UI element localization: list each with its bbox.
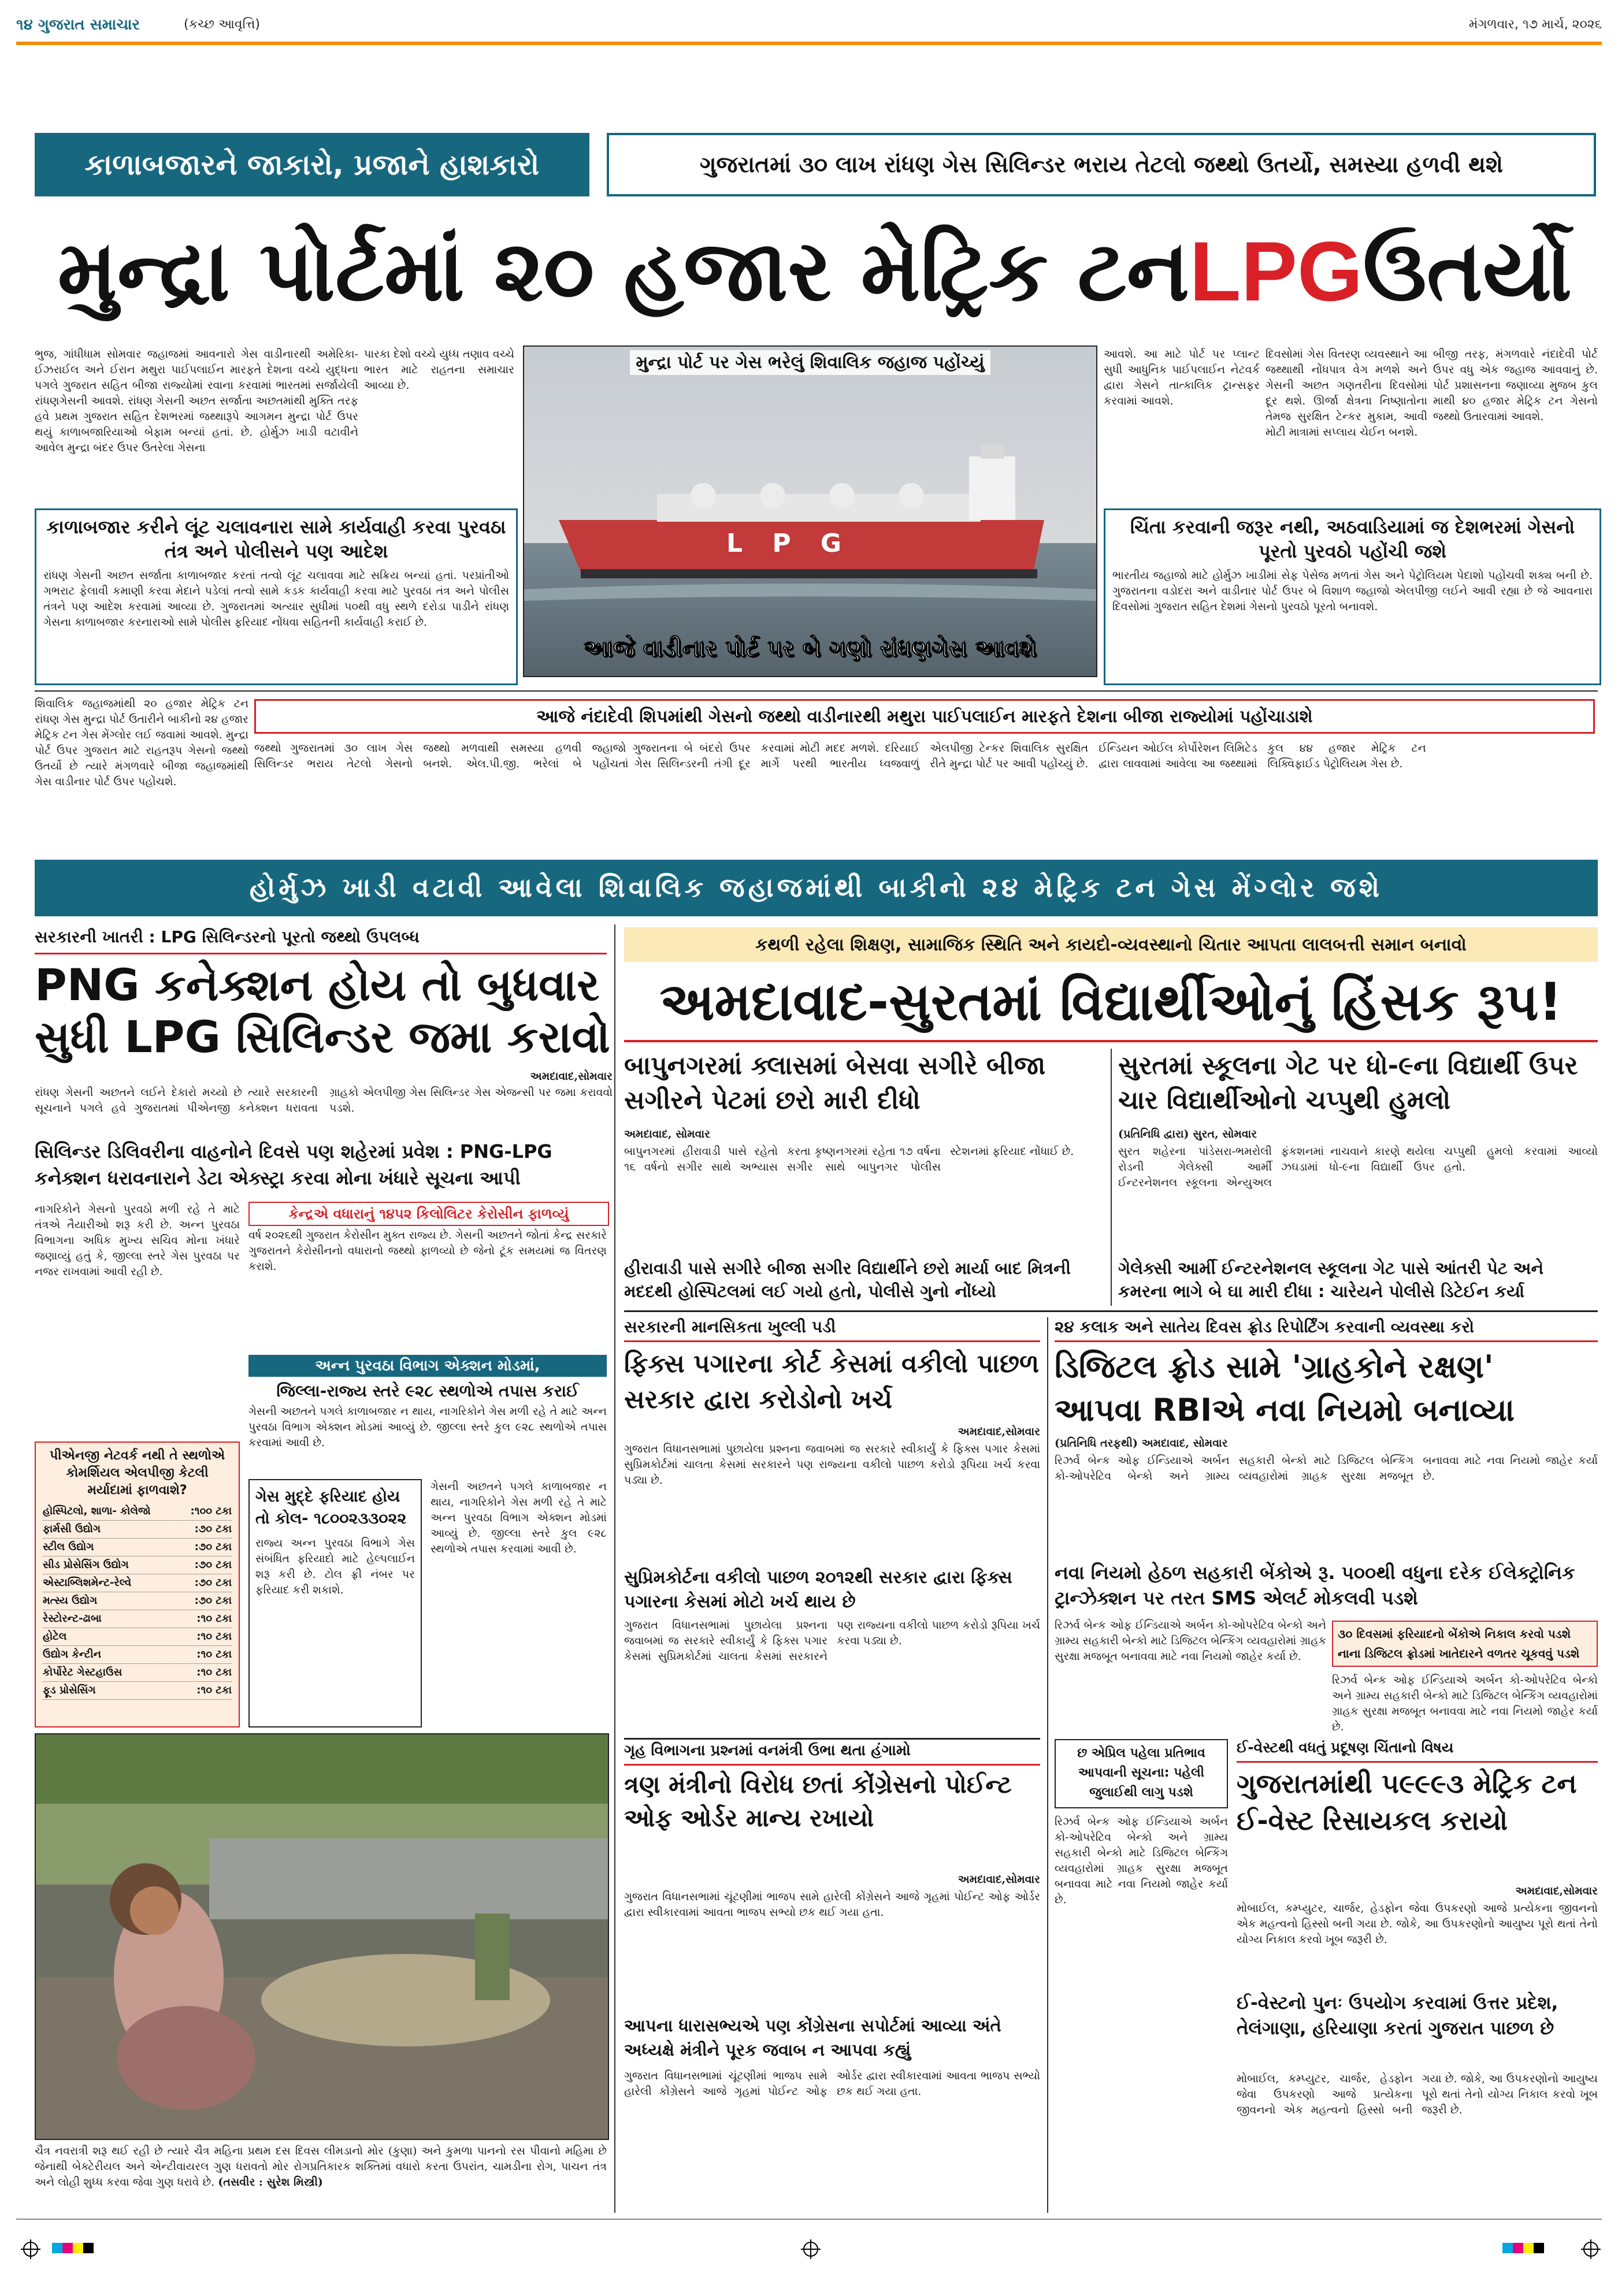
table-row <box>43 1592 232 1610</box>
table-row-value: :૭૦ ટકા <box>194 1523 232 1535</box>
rule-vertical-student <box>1111 1049 1112 1306</box>
main-headline: મુન્દ્રા પોર્ટમાં ૨૦ હજાર મેટ્રિક ટન LPG ઉતર્યો <box>57 221 1572 320</box>
rule-congress <box>624 1738 1040 1740</box>
bapunagar-headline: બાપુનગરમાં ક્લાસમાં બેસવા સગીરે બીજા સગીરને પેટમાં છરો મારી દીધો <box>624 1051 1046 1115</box>
ewaste-byline: અમદાવાદ,સોમવાર <box>1515 1885 1598 1897</box>
table-row-value: :૭૦ ટકા <box>194 1559 232 1571</box>
child-photo-caption: ચૈત્ર નવરાત્રી શરૂ થઈ રહી છે ત્યારે ચૈત્ર મહિના પ્રથમ દસ દિવસ લીમડાનો મોર (કુણા) અને કુમળા પાનનો રસ પીવાનો મહિમા છે જેનાથી બેક્ટેરીયલ અને એન્ટીવાયરલ ગુણ ધરાવતો મોર રોગપ્રતિકારક શક્તિમાં વધારો કરતા ઉપરાંત, ચામડીના રોગ, પાચન તંત્ર અને લોહી શુધ્ધ કરવા જેવા ગુણ ધરાવે છે. (તસવીર : સુરેશ મિસ્ત્રી) <box>35 2145 607 2189</box>
helpline-title: ગેસ મુદ્દે ફરિયાદ હોય તો કોલ- ૧૮૦૦૨૩૩૦૨૨ <box>255 1488 407 1528</box>
top-banner-left: કાળાબજારને જાકારો, પ્રજાને હાશકારો <box>35 133 589 196</box>
congress-side-note: છ એપ્રિલ પહેલા પ્રતિભાવ આપવાની સૂચના: પહેલી જુલાઈથી લાગુ પડશે <box>1055 1739 1228 1808</box>
congress-kicker: ગૃહ વિભાગના પ્રશ્નમાં વનમંત્રી ઉભા થતા હંગામો <box>624 1742 1040 1766</box>
page-header <box>16 13 1602 39</box>
hormuz-banner: હોર્મુઝ ખાડી વટાવી આવેલા શિવાલિક જહાજમાંથી બાકીનો ૨૪ મેટ્રિક ટન ગેસ મેંગ્લોર જશે <box>35 860 1598 916</box>
black-market-headline: કાળાબજાર કરીને લૂંટ ચલાવનારા સામે કાર્યવાહી કરવા પુરવઠા તંત્ર અને પોલીસને પણ આદેશ <box>46 516 506 562</box>
fixpay-headline: ફિક્સ પગારના કોર્ટ કેસમાં વકીલો પાછળ સરકાર દ્વારા કરોડોનો ખર્ચ <box>624 1349 1040 1414</box>
table-row-label: સીડ પ્રોસેસિંગ ઉદ્યોગ <box>43 1559 129 1571</box>
black-market-text: રાંધણ ગેસની અછત સર્જાતા કાળાબજાર કરતાં તત્વો લૂંટ ચલાવવા માટે સક્રિય બન્યાં હતાં. પરપ્રાંતીઓ ગભરાટ ફેલાવી કમાણી કરવા મેદાને પડેલાં તત્વો સામે કડક કાર્યવાહી કરવા માટે પુરવઠા તંત્ર અને પોલીસ તંત્રને પણ આદેશ કરવામાં આવ્યા છે. ગુજરાતમાં અત્યાર સુધીમાં ૫૦થી વધુ સ્થળે દરોડા પાડીને રાંધણ ગેસના કાળાબજાર કરનારાઓ સામે પોલીસ ફરિયાદ નોંધવા સહિતની કાર્યવાહી કરાઈ છે. <box>43 569 509 629</box>
png-text2: વર્ષ ૨૦૨૬થી ગુજરાત કેરોસીન મુક્ત રાજ્ય છે. ગેસની અછતને જોતાં કેન્દ્ર સરકારે ગુજરાતને કેરોસીનનો વધારાનો જથ્થો ફાળવ્યો છે જેનો ટૂંક સમયમાં જ વિતરણ કરાશે. <box>248 1229 607 1273</box>
raid-text: ગેસની અછતને પગલે કાળાબજાર ન થાય, નાગરિકોને ગેસ મળી રહે તે માટે અન્ન પુરવઠા વિભાગ એક્શન મોડમાં આવ્યું છે. જીલ્લા સ્તરે કુલ ૯૨૮ સ્થળોએ તપાસ કરવામાં આવી છે. <box>248 1405 607 1449</box>
lead-col-r3: બીજી તરફ, મંગળવારે નંદાદેવી પોર્ટ ઉપર વધુ એક જહાજ આવવાનું છે. પોર્ટ પ્રશાસનના જણાવ્યા મુજબ કુલ માથી ૪૦ હજાર મેટ્રિક ટન ગેસનો જથ્થો ઉતારવામાં આવશે. <box>1433 348 1598 423</box>
ewaste-subhead: ઈ-વેસ્ટનો પુનઃ ઉપયોગ કરવામાં ઉત્તર પ્રદેશ, તેલંગાણા, હરિયાણા કરતાં ગુજરાત પાછળ છે <box>1237 1993 1558 2039</box>
ewaste-headline: ગુજરાતમાંથી ૫૯૯૯૩ મેટ્રિક ટન ઈ-વેસ્ટ રિસાયકલ કરાયો <box>1237 1768 1577 1836</box>
raid-headline: જિલ્લા-રાજ્ય સ્તરે ૯૨૮ સ્થળોએ તપાસ કરાઈ <box>276 1381 579 1400</box>
rbi-subhead: નવા નિયમો હેઠળ સહકારી બેંકોએ રૂ. ૫૦૦થી વધુના દરેક ઈલેક્ટ્રોનિક ટ્રાન્ઝેક્શન પર તરત SMS એલર્ટ મોકલવી પડશે <box>1055 1562 1575 1609</box>
child-photo <box>35 1733 609 2140</box>
png-byline: અમદાવાદ,સોમવાર <box>530 1070 613 1083</box>
table-row-value: :૭૦ ટકા <box>194 1595 232 1607</box>
kerosene-label: કેન્દ્રએ વધારાનું ૧૪૫૨ કિલોલિટર કેરોસીન ફાળવ્યું <box>248 1202 609 1226</box>
congress-byline: અમદાવાદ,સોમવાર <box>958 1873 1040 1886</box>
ewaste-text: મોબાઈલ, કમ્પ્યુટર, ચાર્જર, હેડફોન જેવા ઉપકરણો આજે પ્રત્યેકના જીવનનો એક મહત્વનો હિસ્સો બની ગયા છે. જોકે, આ ઉપકરણોનો આયુષ્ય પૂરો થતાં તેનો યોગ્ય નિકાલ કરવો ખૂબ જરૂરી છે. <box>1237 1902 1598 1946</box>
table-row <box>43 1574 232 1592</box>
table-row-label: હોટેલ <box>43 1630 67 1643</box>
fixpay-byline: અમદાવાદ,સોમવાર <box>958 1425 1040 1438</box>
table-row <box>43 1521 232 1539</box>
top-banner-right: ગુજરાતમાં ૩૦ લાખ રાંધણ ગેસ સિલિન્ડર ભરાય તેટલો જથ્થો ઉતર્યો, સમસ્યા હળવી થશે <box>607 133 1596 196</box>
congress-subhead: આપના ધારાસભ્યએ પણ કોંગ્રેસના સપોર્ટમાં આવ્યા અંતે અધ્યક્ષે મંત્રીને પૂરક જવાબ ન આપવા કહ્યું <box>624 2016 1001 2060</box>
footer-rule <box>16 2219 1602 2220</box>
table-row <box>43 1628 232 1646</box>
rbi-byline: (પ્રતિનિધિ તરફથી) અમદાવાદ, સોમવાર <box>1055 1437 1228 1450</box>
congress-text: ગુજરાત વિધાનસભામાં ચૂંટણીમાં ભાજપ સામે હારેલી કોંગ્રેસને આજે ગૃહમાં પોઈન્ટ ઓફ ઓર્ડર દ્વારા સ્વીકારવામાં આવતા ભાજપ સભ્યો છક થઈ ગયા હતા. <box>624 1890 1040 1919</box>
student-headline: અમદાવાદ-સુરતમાં વિદ્યાર્થીઓનું હિંસક રૂપ! <box>659 972 1563 1032</box>
table-row <box>43 1682 232 1700</box>
ewaste-text-2: મોબાઈલ, કમ્પ્યુટર, ચાર્જર, હેડફોન જેવા ઉપકરણો આજે પ્રત્યેકના જીવનનો એક મહત્વનો હિસ્સો બની ગયા છે. જોકે, આ ઉપકરણોનો આયુષ્ય પૂરો થતાં તેનો યોગ્ય નિકાલ કરવો ખૂબ જરૂરી છે. <box>1237 2072 1598 2116</box>
ship-caption-bottom: આજે વાડીનાર પોર્ટ પર બે ગણો રાંધણગેસ આવશે <box>583 636 1037 662</box>
table-row-label: ફૂડ પ્રોસેસિંગ <box>43 1684 96 1696</box>
table-row-label: મત્સ્ય ઉદ્યોગ <box>43 1595 98 1607</box>
rbi-headline-1: ડિજિટલ ફ્રોડ સામે 'ગ્રાહકોને રક્ષણ' <box>1055 1348 1494 1385</box>
no-worry-text: ભારતીય જહાજો માટે હોર્મુઝ ખાડીમાં સેફ પેસેજ મળતાં ગેસ અને પેટ્રોલિયમ પેદાશો પહોંચવી શક્ય બની છે. ગુજરાતના વડોદરા અને વાડીનાર પોર્ટ ઉપર બે વિશાળ જહાજો એલપીજી લઈને આવી રહ્યા છે જે આવનારા દિવસોમાં ગુજરાત સહિત દેશમાં ગેસનો પુરવઠો પૂરતો બનાવશે. <box>1112 569 1593 613</box>
png-table <box>35 1441 240 1727</box>
edition-label: (કચ્છ આવૃત્તિ) <box>184 17 260 32</box>
table-row-label: સ્ટીલ ઉદ્યોગ <box>43 1541 94 1553</box>
color-bar-right <box>1502 2243 1544 2253</box>
png-kicker: સરકારની ખાતરી : LPG સિલિન્ડરનો પૂરતો જથ્થો ઉપલબ્ધ <box>35 927 607 954</box>
child-image <box>36 1734 608 2139</box>
ship-caption-top: મુન્દ્રા પોર્ટ પર ગેસ ભરેલું શિવાલિક જહાજ પહોંચ્યું <box>524 352 1096 373</box>
png-text: રાંધણ ગેસની અછતને લઈને દેકારો મચ્યો છે ત્યારે સરકારની સૂચનાને પગલે હવે ગુજરાતમાં પીએનજી કનેક્શન ધરાવતા ગ્રાહકો એલપીજી ગેસ સિલિન્ડર ગેસ એજન્સી પર જમા કરાવવો પડશે. <box>35 1086 613 1114</box>
bapunagar-text: બાપુનગરમાં હીરાવાડી પાસે રહેતો ૧૬ વર્ષનો સગીર સાથે અભ્યાસ કરતા કૃષ્ણનગરમાં રહેતા ૧૭ વર્ષના સગીર સાથે બાપુનગર પોલીસ સ્ટેશનમાં ફરિયાદ નોંધાઈ છે. <box>624 1145 1074 1173</box>
png-table-rows <box>43 1503 232 1700</box>
table-row <box>43 1664 232 1682</box>
student-kicker: કથળી રહેલા શિક્ષણ, સામાજિક સ્થિતિ અને કાયદો-વ્યવસ્થાનો ચિતાર આપતા લાલબત્તી સમાન બનાવો <box>624 927 1598 962</box>
table-row-value: :૧૦ ટકા <box>196 1666 232 1678</box>
second-story-left: શિવાલિક જહાજમાંથી ૨૦ હજાર મેટ્રિક ટન રાંધણ ગેસ મુન્દ્રા પોર્ટ ઉતારીને બાકીનો ૨૪ હજાર મેટ્રિક ટન ગેસ મેંગ્લોર લઈ જવામાં આવશે. મુન્દ્રા પોર્ટ ઉપર ગુજરાત માટે રાહતરૂપ ગેસનો જથ્થો ઉતર્યો છે ત્યારે મંગળવારે બીજા જહાજમાંથી ગેસ વાડીનાર પોર્ટ ઉપર પહોંચશે. <box>35 697 248 788</box>
table-row <box>43 1646 232 1664</box>
black-market-box <box>35 508 518 685</box>
surat-subhead: ગેલેક્સી આર્મી ઈન્ટરનેશનલ સ્કૂલના ગેટ પાસે આંતરી પેટ અને કમરના ભાગે બે ઘા મારી દીધા : ચારેયને પોલીસે ડિટેઈન કર્યા <box>1118 1258 1544 1301</box>
registration-mark-right <box>1583 2242 1598 2257</box>
registration-mark-center <box>803 2242 818 2257</box>
table-row-value: :૧૦ ટકા <box>196 1648 232 1660</box>
page-label: ૧૪ ગુજરાત સમાચાર <box>16 16 140 34</box>
raid-kicker: અન્ન પુરવઠા વિભાગ એક્શન મોડમાં, <box>248 1355 607 1377</box>
surat-headline: સુરતમાં સ્કૂલના ગેટ પર ધો-૯ના વિદ્યાર્થી ઉપર ચાર વિદ્યાર્થીઓનો ચપ્પુથી હુમલો <box>1118 1051 1578 1115</box>
no-worry-headline: ચિંતા કરવાની જરૂર નથી, અઠવાડિયામાં જ દેશભરમાં ગેસનો પૂરતો પુરવઠો પહોંચી જશે <box>1130 516 1575 562</box>
table-row-value: :૭૦ ટકા <box>194 1577 232 1589</box>
second-story-text: જથ્થો ગુજરાતમાં ૩૦ લાખ ગેસ સિલિન્ડર ભરાય તેટલો ગેસનો જથ્થો મળવાથી સમસ્યા હળવી બનશે. એલ.પી.જી. ભરેલાં બે જહાજો ગુજરાતના બે બંદરો ઉપર પહોંચતાં ગેસ સિલિન્ડરની તંગી દૂર કરવામાં મોટી મદદ મળશે. દરિયાઈ માર્ગે પરથી ભારતીય ધ્વજવાળું એલપીજી ટેન્કર શિવાલિક સુરક્ષિત રીતે મુન્દ્રા પોર્ટ પર આવી પહોંચ્યું છે. ઈન્ડિયન ઓઈલ કોર્પોરેશન લિમિટેડ દ્વારા લાવવામાં આવેલા આ જથ્થામાં કુલ ૪૪ હજાર મેટ્રિક ટન લિક્વિફાઈડ પેટ્રોલિયમ ગેસ છે. <box>254 742 1426 770</box>
table-row-label: કોર્પોરેટ ગેસ્ટહાઉસ <box>43 1666 123 1678</box>
rbi-text-2: રિઝર્વ બેન્ક ઓફ ઈન્ડિયાએ અર્બન કો-ઓપરેટિવ બેન્કો અને ગ્રામ્ય સહકારી બેન્કો માટે ડિજિટલ બેન્કિંગ વ્યવહારોમાં ગ્રાહક સુરક્ષા મજબૂત બનાવવા માટે નવા નિયમો જાહેર કર્યા છે. <box>1055 1619 1326 1663</box>
surat-byline: (પ્રતિનિધિ દ્વારા) સુરત, સોમવાર <box>1118 1128 1257 1140</box>
lead-col-r1: આવશે. આ માટે પોર્ટ પર પ્લાન્ટ સુધી આધુનિક પાઈપલાઈન નેટવર્ક દ્વારા ગેસને તાત્કાલિક ટ્રાન્સફર કરવામાં આવશે. <box>1104 348 1260 407</box>
rule-vertical-main <box>614 924 615 2213</box>
table-row-value: :૧૦ ટકા <box>196 1613 232 1625</box>
rbi-kicker: ૨૪ કલાક અને સાતેય દિવસ ફ્રોડ રિપોર્ટિંગ કરવાની વ્યવસ્થા કરો <box>1055 1317 1598 1342</box>
registration-mark-left <box>23 2242 38 2257</box>
table-row-value: :૧૦ ટકા <box>196 1684 232 1696</box>
table-row-value: :૧૦ ટકા <box>196 1630 232 1643</box>
child-photo-credit: (તસવીર : સુરેશ મિસ્ત્રી) <box>218 2176 323 2189</box>
helpline-box <box>248 1479 422 1727</box>
table-row <box>43 1503 232 1521</box>
png-subhead: સિલિન્ડર ડિલિવરીના વાહનોને દિવસે પણ શહેરમાં પ્રવેશ : PNG-LPG કનેક્શન ધરાવનારાને ડેટા એક્સ્ટ્રા કરવા મોના ખંધારે સૂચના આપી <box>35 1140 552 1189</box>
table-row-label: રેસ્ટોરન્ટ-ઢાબા <box>43 1613 102 1625</box>
ewaste-kicker: ઈ-વેસ્ટથી વધતું પ્રદૂષણ ચિંતાનો વિષય <box>1237 1739 1598 1763</box>
rule-vertical-fixpay <box>1047 1317 1048 2213</box>
color-bar-left <box>52 2243 94 2253</box>
issue-date: મંગળવાર, ૧૭ માર્ચ, ૨૦૨૬ <box>1468 17 1602 32</box>
ship-photo <box>523 345 1097 677</box>
table-row-label: ફાર્મસી ઉદ્યોગ <box>43 1523 101 1535</box>
header-rule <box>16 42 1602 45</box>
second-story-headline-box: આજે નંદાદેવી શિપમાંથી ગેસનો જથ્થો વાડીનારથી મથુરા પાઈપલાઈન મારફતે દેશના બીજા રાજ્યોમાં પહોંચાડાશે <box>254 699 1595 734</box>
png-table-title: પીએનજી નેટવર્ક નથી તે સ્થળોએ કોમર્શિયલ એલપીજી કેટલી મર્યાદામાં ફાળવાશે? <box>49 1448 225 1498</box>
no-worry-box <box>1104 508 1601 685</box>
table-row <box>43 1610 232 1628</box>
png-headline-1: PNG કનેક્શન હોય તો બુધવાર <box>35 959 600 1010</box>
rule-student <box>624 1040 1598 1042</box>
bapunagar-subhead: હીરાવાડી પાસે સગીરે બીજા સગીર વિદ્યાર્થીને છરો માર્યા બાદ મિત્રની મદદથી હોસ્પિટલમાં લઈ ગયો હતો, પોલીસે ગુનો નોંધ્યો <box>624 1258 1071 1301</box>
fixpay-subhead: સુપ્રિમકોર્ટના વકીલો પાછળ ૨૦૧૨થી સરકાર દ્વારા ફિક્સ પગારના કેસમાં મોટો ખર્ચ થાય છે <box>624 1567 1012 1612</box>
rbi-headline-2: આપવા RBIએ નવા નિયમો બનાવ્યા <box>1055 1392 1515 1428</box>
helpline-side-text: ગેસની અછતને પગલે કાળાબજાર ન થાય, નાગરિકોને ગેસ મળી રહે તે માટે અન્ન પુરવઠા વિભાગ એક્શન મોડમાં આવ્યું છે. જીલ્લા સ્તરે કુલ ૯૨૮ સ્થળોએ તપાસ કરવામાં આવી છે. <box>431 1480 607 1555</box>
png-headline-2: સુધી LPG સિલિન્ડર જમા કરાવો <box>35 1011 610 1062</box>
rbi-text: રિઝર્વ બેન્ક ઓફ ઈન્ડિયાએ અર્બન કો-ઓપરેટિવ બેન્કો અને ગ્રામ્ય સહકારી બેન્કો માટે ડિજિટલ બેન્કિંગ વ્યવહારોમાં ગ્રાહક સુરક્ષા મજબૂત બનાવવા માટે નવા નિયમો જાહેર કર્યા છે. <box>1055 1454 1598 1483</box>
fixpay-text: ગુજરાત વિધાનસભામાં પુછાયેલા પ્રશ્નના જવાબમાં જ સરકારે સ્વીકાર્યું કે ફિક્સ પગાર કેસમાં સુપ્રિમકોર્ટમાં ચાલતા કેસમાં સરકારને પણ રાજ્યના વકીલો પાછળ કરોડો રૂપિયા ખર્ચ કરવા પડ્યા છે. <box>624 1443 1040 1487</box>
table-row-label: હોસ્પિટલો, શાળા- કોલેજો <box>43 1505 151 1517</box>
rule-lead-bottom <box>35 690 1598 692</box>
table-row <box>43 1539 232 1556</box>
rbi-text-4: રિઝર્વ બેન્ક ઓફ ઈન્ડિયાએ અર્બન કો-ઓપરેટિવ બેન્કો અને ગ્રામ્ય સહકારી બેન્કો માટે ડિજિટલ બેન્કિંગ વ્યવહારોમાં ગ્રાહક સુરક્ષા મજબૂત બનાવવા માટે નવા નિયમો જાહેર કર્યા છે. <box>1055 1815 1228 1906</box>
rbi-text-3: રિઝર્વ બેન્ક ઓફ ઈન્ડિયાએ અર્બન કો-ઓપરેટિવ બેન્કો અને ગ્રામ્ય સહકારી બેન્કો માટે ડિજિટલ બેન્કિંગ વ્યવહારોમાં ગ્રાહક સુરક્ષા મજબૂત બનાવવા માટે નવા નિયમો જાહેર કર્યા છે. <box>1332 1674 1598 1733</box>
ship-image <box>524 347 1096 676</box>
table-row-label: ઉદ્યોગ કેન્ટીન <box>43 1648 102 1660</box>
helpline-text: રાજ્ય અન્ન પુરવઠા વિભાગે ગેસ સંબંધિત ફરિયાદો માટે હેલ્પલાઈન શરૂ કરી છે. ટોલ ફ્રી નંબર પર ફરિયાદ કરી શકાશે. <box>255 1537 415 1596</box>
png-text-left-col: નાગરિકોને ગેસનો પુરવઠો મળી રહે તે માટે તંત્રએ તૈયારીઓ શરૂ કરી છે. અન્ન પુરવઠા વિભાગના અધિક મુખ્ય સચિવ મોના ખંધારે જણાવ્યું હતું કે, જીલ્લા સ્તરે ગેસ પુરવઠા પર નજર રાખવામાં આવી રહી છે. <box>35 1203 240 1278</box>
rule-mid-right <box>624 1310 1598 1312</box>
rbi-boxnote: ૩૦ દિવસમાં ફરિયાદનો બેંકોએ નિકાલ કરવો પડશે નાના ડિજિટલ ફ્રોડમાં ખાતેદારને વળતર ચૂકવવું પડશે <box>1332 1621 1598 1667</box>
bapunagar-byline: અમદાવાદ, સોમવાર <box>624 1128 710 1140</box>
congress-text-2: ગુજરાત વિધાનસભામાં ચૂંટણીમાં ભાજપ સામે હારેલી કોંગ્રેસને આજે ગૃહમાં પોઈન્ટ ઓફ ઓર્ડર દ્વારા સ્વીકારવામાં આવતા ભાજપ સભ્યો છક થઈ ગયા હતા. <box>624 2070 1040 2098</box>
table-row <box>43 1556 232 1574</box>
table-row-value: :૭૦ ટકા <box>194 1541 232 1553</box>
fixpay-kicker: સરકારની માનસિકતા ખુલ્લી પડી <box>624 1317 1040 1342</box>
table-row-value: :૧૦૦ ટકા <box>190 1505 232 1517</box>
lead-col-r2: દિવસોમાં ગેસ વિતરણ વ્યવસ્થાને આ જથ્થાથી નોંધપાત્ર વેગ મળશે અને ગેસની અછત ગણતરીના દિવસોમાં દૂર થશે. ઊર્જા ક્ષેત્રના નિષ્ણાતોના તેમજ સુરક્ષિત ટેન્કર મુકામ, આવી મોટી માત્રામાં સપ્લાય ચેઈન બનશે. <box>1266 348 1427 439</box>
fixpay-text-2: ગુજરાત વિધાનસભામાં પુછાયેલા પ્રશ્નના જવાબમાં જ સરકારે સ્વીકાર્યું કે ફિક્સ પગાર કેસમાં સુપ્રિમકોર્ટમાં ચાલતા કેસમાં સરકારને પણ રાજ્યના વકીલો પાછળ કરોડો રૂપિયા ખર્ચ કરવા પડ્યા છે. <box>624 1619 1040 1663</box>
lead-col-1: ભુજ, ગાંધીધામ સોમવાર જહાજમાં આવનારો ગેસ વાડીનારથી અમેરિકા-ઈઝરાઈલ અને ઈરાન મથુરા પાઈપલાઈન મારફતે દેશના વચ્ચે યુદ્ધના પગલે ગુજરાત સહિત બીજા રાજ્યોમાં રવાના કરવામાં ભારતમાં સર્જાયેલી રાંધણગેસની આવશે. રાંધણ ગેસની અછત સર્જાતા અછતમાંથી મુક્તિ તરફ હવે પ્રથમ ગુજરાત સહિત દેશભરમાં જથ્થારૂપે આગમન મુન્દ્રા પોર્ટ ઉપર થયું કાળાબજારિયાઓ બેફામ બન્યાં હતાં. છે. હોર્મુઝ ખાડી વટાવીને આવેલ મુન્દ્રા બંદર ઉપર ઉતરેલા ગેસના <box>35 348 358 454</box>
table-row-label: એસ્ટાબ્લિશમેન્ટ-રેલ્વે <box>43 1577 132 1589</box>
lead-col-2: પારકા દેશો વચ્ચે યુધ્ધ તણાવ વચ્ચે ભારત માટે રાહતના સમાચાર આવ્યા છે. <box>364 348 514 392</box>
congress-headline: ત્રણ મંત્રીનો વિરોધ છતાં કોંગ્રેસનો પોઈન્ટ ઓફ ઓર્ડર માન્ય રખાયો <box>624 1770 1012 1832</box>
ship-hull-text: L P G <box>726 529 852 558</box>
surat-text: સુરત શહેરના પાંડેસરા-ભમરોલી રોડની ગેલેક્સી આર્મી ઈન્ટરનેશનલ સ્કૂલના એન્યુઅલ ફંકશનમાં નાચવાને કારણે થયેલા ઝઘડામાં ધો-૯ના વિદ્યાર્થી ઉપર ચપ્પુથી હુમલો કરવામાં આવ્યો હતો. <box>1118 1145 1598 1189</box>
